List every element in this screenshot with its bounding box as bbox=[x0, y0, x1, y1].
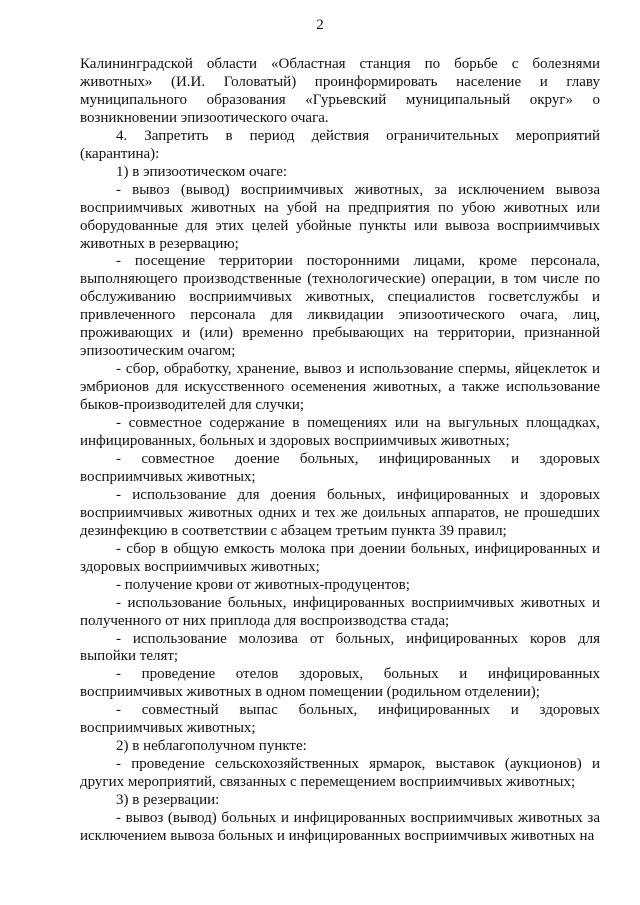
paragraph: - сбор, обработку, хранение, вывоз и использование спермы, яйцеклеток и эмбрионов для искусственного осеменения животных, а также использование быков-производителей для случки; bbox=[80, 361, 600, 414]
paragraph: - сбор в общую емкость молока при доении больных, инфицированных и здоровых восприимчивых животных; bbox=[80, 540, 600, 575]
paragraph: Калининградской области «Областная станция по борьбе с болезнями животных» (И.И. Головатый) проинформировать население и главу муниципального образования «Гурьевский муниципальный округ» о возникновении эпизоотического очага. bbox=[80, 56, 600, 126]
document-body bbox=[80, 56, 600, 846]
paragraph: 3) в резервации: bbox=[116, 792, 220, 809]
paragraph: - использование молозива от больных, инфицированных коров для выпойки телят; bbox=[80, 630, 600, 665]
paragraph: - вывоз (вывод) восприимчивых животных, за исключением вывоза восприимчивых животных на убой на предприятия по убою животных или оборудованные для этих целей убойные пункты или вывоза восприимчивых животных в резервацию; bbox=[80, 181, 600, 252]
paragraph: - получение крови от животных-продуцентов; bbox=[116, 576, 410, 593]
paragraph: - совместный выпас больных, инфицированных и здоровых восприимчивых животных; bbox=[80, 702, 600, 737]
paragraph: - посещение территории посторонними лицами, кроме персонала, выполняющего производственные (технологические) операции, в том числе по обслуживанию восприимчивых животных, специалистов госветслужбы и привлеченного персонала для ликвидации эпизоотического очага, лиц, проживающих и (или) временно пребывающих на территории, признанной эпизоотическим очагом; bbox=[80, 253, 600, 360]
paragraph: 2) в неблагополучном пункте: bbox=[116, 738, 307, 755]
paragraph: - совместное доение больных, инфицированных и здоровых восприимчивых животных; bbox=[80, 450, 600, 485]
page-number: 2 bbox=[316, 17, 324, 33]
paragraph: 4. Запретить в период действия ограничительных мероприятий (карантина): bbox=[80, 127, 600, 162]
paragraph: - использование больных, инфицированных восприимчивых животных и полученного от них приплода для воспроизводства стада; bbox=[80, 594, 600, 629]
paragraph: 1) в эпизоотическом очаге: bbox=[116, 163, 288, 180]
paragraph: - использование для доения больных, инфицированных и здоровых восприимчивых животных одних и тех же доильных аппаратов, не прошедших дезинфекцию в соответствии с абзацем третьим пункта 39 правил; bbox=[80, 486, 600, 539]
paragraph: - вывоз (вывод) больных и инфицированных восприимчивых животных за исключением вывоза больных и инфицированных восприимчивых животных на bbox=[80, 810, 600, 844]
paragraph: - проведение отелов здоровых, больных и инфицированных восприимчивых животных в одном помещении (родильном отделении); bbox=[80, 666, 600, 701]
paragraph: - совместное содержание в помещениях или на выгульных площадках, инфицированных, больных и здоровых восприимчивых животных; bbox=[80, 415, 600, 450]
paragraph: - проведение сельскохозяйственных ярмарок, выставок (аукционов) и других мероприятий, связанных с перемещением восприимчивых животных; bbox=[80, 756, 600, 791]
